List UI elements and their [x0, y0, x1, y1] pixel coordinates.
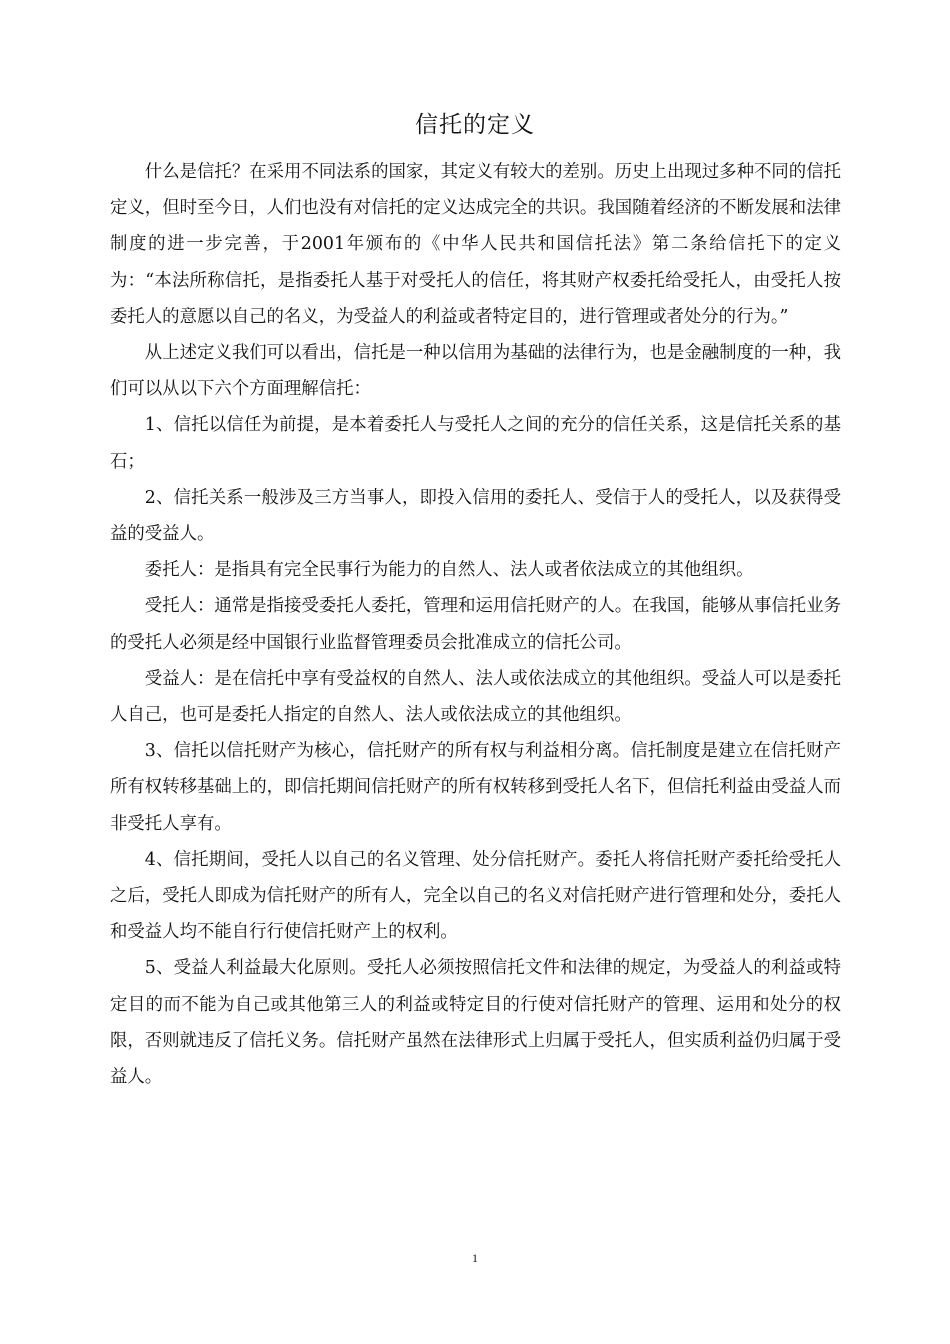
paragraph-overview: 从上述定义我们可以看出，信托是一种以信用为基础的法律行为，也是金融制度的一种，我们可以从以下六个方面理解信托：: [110, 343, 841, 400]
paragraph-point-4: 4、信托期间，受托人以自己的名义管理、处分信托财产。委托人将信托财产委托给受托人之后，受托人即成为信托财产的所有人，完全以自己的名义对信托财产进行管理和处分，委托人和受益人均不能自行行使信托财产上的权利。: [110, 849, 841, 943]
paragraph-beneficiary: 受益人：是在信托中享有受益权的自然人、法人或依法成立的其他组织。受益人可以是委托人自己，也可是委托人指定的自然人、法人或依法成立的其他组织。: [110, 668, 841, 726]
paragraph-settlor: 委托人：是指具有完全民事行为能力的自然人、法人或者依法成立的其他组织。: [144, 560, 754, 581]
paragraph-definition: 什么是信托？在采用不同法系的国家，其定义有较大的差别。历史上出现过多种不同的信托定义，但时至今日，人们也没有对信托的定义达成完全的共识。我国随着经济的不断发展和法律制度的进一步完善，于2001年颁布的《中华人民共和国信托法》第二条给信托下的定义为：“本法所称信托，是指委托人基于对受托人的信任，将其财产权委托给受托人，由受托人按委托人的意愿以自己的名义，为受益人的利益或者特定目的，进行管理或者处分的行为。”: [110, 162, 841, 327]
paragraph-point-2: 2、信托关系一般涉及三方当事人，即投入信用的委托人、受信于人的受托人，以及获得受益的受益人。: [110, 487, 841, 545]
paragraph-point-3: 3、信托以信托财产为核心，信托财产的所有权与利益相分离。信托制度是建立在信托财产所有权转移基础上的，即信托期间信托财产的所有权转移到受托人名下，但信托利益由受益人而非受托人享有。: [110, 741, 841, 834]
paragraph-trustee: 受托人：通常是指接受委托人委托，管理和运用信托财产的人。在我国，能够从事信托业务的受托人必须是经中国银行业监督管理委员会批准成立的信托公司。: [110, 596, 841, 653]
document-title: 信托的定义: [415, 112, 535, 138]
document-body: [110, 154, 841, 1095]
paragraph-point-5: 5、受益人利益最大化原则。受托人必须按照信托文件和法律的规定，为受益人的利益或特定目的而不能为自己或其他第三人的利益或特定目的行使对信托财产的管理、运用和处分的权限，否则就违反了信托义务。信托财产虽然在法律形式上归属于受托人，但实质利益仍归属于受益人。: [110, 958, 841, 1088]
page-number: 1: [472, 1251, 478, 1265]
paragraph-point-1: 1、信托以信任为前提，是本着委托人与受托人之间的充分的信任关系，这是信托关系的基石；: [110, 415, 841, 472]
